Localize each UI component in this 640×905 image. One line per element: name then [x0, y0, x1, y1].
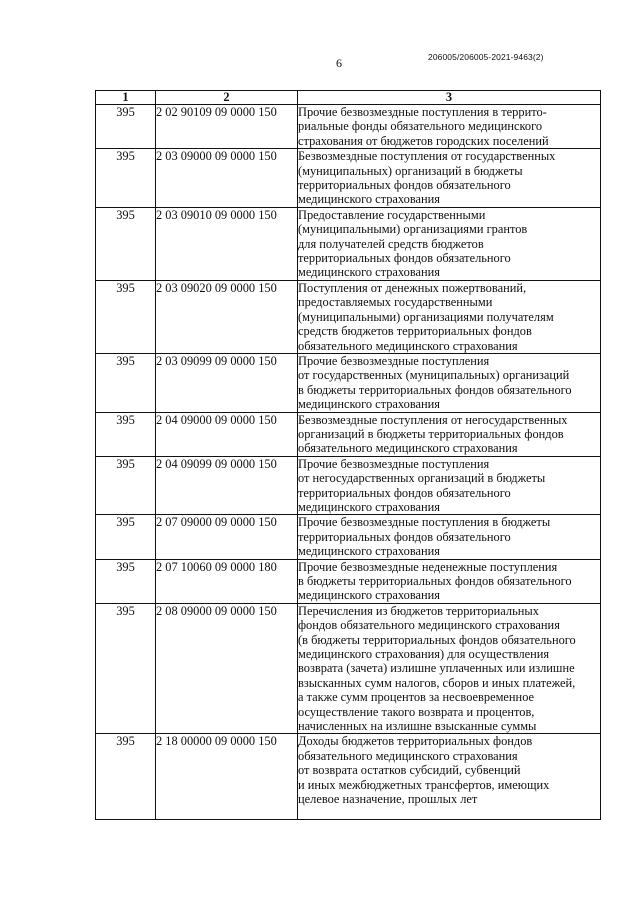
income-name-line: территориальных фондов обязательного	[298, 529, 511, 544]
income-name-line: осуществление такого возврата и процентов,	[298, 704, 535, 719]
budget-code-cell: 2 08 09000 09 0000 150	[156, 603, 298, 734]
table-row	[96, 105, 601, 149]
admin-code-cell: 395	[96, 353, 156, 412]
income-name-line: (в бюджеты территориальных фондов обязательного	[298, 632, 576, 647]
admin-code-cell: 395	[96, 515, 156, 559]
table-row	[96, 559, 601, 603]
income-name-line: обязательного медицинского страхования	[298, 338, 518, 353]
income-name-line: предоставляемых государственными	[298, 295, 493, 310]
table-row	[96, 515, 601, 559]
income-name-line: Прочие безвозмездные неденежные поступления	[298, 559, 558, 574]
income-name-line: и иных межбюджетных трансфертов, имеющих	[298, 777, 550, 792]
income-name-line: организаций в бюджеты территориальных фондов	[298, 426, 564, 441]
income-name-line: Прочие безвозмездные поступления	[298, 456, 490, 471]
income-codes-table	[95, 90, 601, 820]
document-id: 206005/206005-2021-9463(2)	[428, 52, 544, 62]
page-number: 6	[336, 56, 342, 70]
budget-code-cell: 2 18 00000 09 0000 150	[156, 734, 298, 819]
income-name-line: Прочие безвозмездные поступления	[298, 353, 490, 368]
admin-code-cell: 395	[96, 456, 156, 515]
income-name-line: страхования от бюджетов городских поселений	[298, 133, 549, 148]
income-name-line: от негосударственных организаций в бюджеты	[298, 471, 546, 486]
table-row	[96, 149, 601, 208]
income-name-line: фондов обязательного медицинского страхования	[298, 618, 560, 633]
income-name-line: Перечисления из бюджетов территориальных	[298, 603, 539, 618]
income-name-line: Поступления от денежных пожертвований,	[298, 280, 527, 295]
income-name-line: в бюджеты территориальных фондов обязательного	[298, 382, 572, 397]
income-name-cell	[298, 734, 601, 819]
income-name-line: для получателей средств бюджетов	[298, 236, 484, 251]
income-name-cell	[298, 559, 601, 603]
income-name-line: Прочие безвозмездные поступления в террито-	[298, 105, 547, 119]
column-header-3: 3	[298, 91, 601, 105]
income-name-cell	[298, 280, 601, 353]
income-name-line: медицинского страхования	[298, 265, 440, 280]
budget-code-cell: 2 07 10060 09 0000 180	[156, 559, 298, 603]
income-name-line: медицинского страхования	[298, 544, 440, 559]
income-name-line: Прочие безвозмездные поступления в бюджеты	[298, 515, 551, 530]
income-name-cell	[298, 149, 601, 208]
budget-code-cell: 2 03 09000 09 0000 150	[156, 149, 298, 208]
income-name-line: медицинского страхования	[298, 192, 440, 207]
admin-code-cell: 395	[96, 559, 156, 603]
income-name-line: в бюджеты территориальных фондов обязательного	[298, 574, 572, 588]
income-name-cell	[298, 412, 601, 456]
admin-code-cell: 395	[96, 412, 156, 456]
table-body	[96, 105, 601, 820]
table-row	[96, 734, 601, 819]
income-name-line: от возврата остатков субсидий, субвенций	[298, 763, 521, 778]
income-name-cell	[298, 353, 601, 412]
income-name-cell	[298, 207, 601, 280]
income-name-line: целевое назначение, прошлых лет	[298, 792, 478, 807]
table-row	[96, 603, 601, 734]
income-name-line: Безвозмездные поступления от негосударственных	[298, 412, 568, 427]
income-name-line: Предоставление государственными	[298, 207, 486, 222]
income-name-line: от государственных (муниципальных) организаций	[298, 368, 570, 383]
income-name-line: обязательного медицинского страхования	[298, 748, 518, 763]
income-name-line: медицинского страхования	[298, 499, 440, 514]
income-name-line: Доходы бюджетов территориальных фондов	[298, 734, 533, 749]
budget-code-cell: 2 07 09000 09 0000 150	[156, 515, 298, 559]
budget-code-cell: 2 04 09000 09 0000 150	[156, 412, 298, 456]
income-name-line: территориальных фондов обязательного	[298, 485, 511, 500]
column-header-2: 2	[156, 91, 298, 105]
budget-code-cell: 2 02 90109 09 0000 150	[156, 105, 298, 149]
income-name-line: территориальных фондов обязательного	[298, 251, 511, 266]
admin-code-cell: 395	[96, 149, 156, 208]
income-name-cell	[298, 515, 601, 559]
table-row	[96, 456, 601, 515]
income-name-line: средств бюджетов территориальных фондов	[298, 324, 532, 339]
budget-code-cell: 2 03 09020 09 0000 150	[156, 280, 298, 353]
budget-code-cell: 2 03 09010 09 0000 150	[156, 207, 298, 280]
income-name-line: территориальных фондов обязательного	[298, 178, 511, 193]
income-name-line: взысканных сумм налогов, сборов и иных платежей,	[298, 675, 576, 690]
admin-code-cell: 395	[96, 280, 156, 353]
table-row	[96, 353, 601, 412]
income-name-line: медицинского страхования) для осуществления	[298, 647, 550, 662]
income-name-line: начисленных на излишне взысканные суммы	[298, 719, 537, 734]
income-name-line: медицинского страхования	[298, 397, 440, 412]
income-name-line: риальные фонды обязательного медицинского	[298, 119, 543, 134]
admin-code-cell: 395	[96, 603, 156, 734]
income-name-cell	[298, 603, 601, 734]
income-name-line: (муниципальными) организациями получателям	[298, 309, 554, 324]
table-row	[96, 280, 601, 353]
income-name-line: обязательного медицинского страхования	[298, 441, 518, 456]
admin-code-cell: 395	[96, 207, 156, 280]
income-name-line: (муниципальных) организаций в бюджеты	[298, 163, 523, 178]
table-row	[96, 207, 601, 280]
income-name-cell	[298, 105, 601, 149]
income-name-cell	[298, 456, 601, 515]
table-row	[96, 412, 601, 456]
income-name-line: возврата (зачета) излишне уплаченных или излишне	[298, 661, 575, 676]
income-name-line: (муниципальными) организациями грантов	[298, 222, 528, 237]
budget-code-cell: 2 04 09099 09 0000 150	[156, 456, 298, 515]
admin-code-cell: 395	[96, 105, 156, 149]
income-name-line: медицинского страхования	[298, 588, 440, 603]
income-name-line: а также сумм процентов за несвоевременное	[298, 690, 535, 705]
income-name-line: Безвозмездные поступления от государственных	[298, 149, 556, 164]
budget-code-cell: 2 03 09099 09 0000 150	[156, 353, 298, 412]
admin-code-cell: 395	[96, 734, 156, 819]
table-header-row	[96, 91, 601, 105]
column-header-1: 1	[96, 91, 156, 105]
